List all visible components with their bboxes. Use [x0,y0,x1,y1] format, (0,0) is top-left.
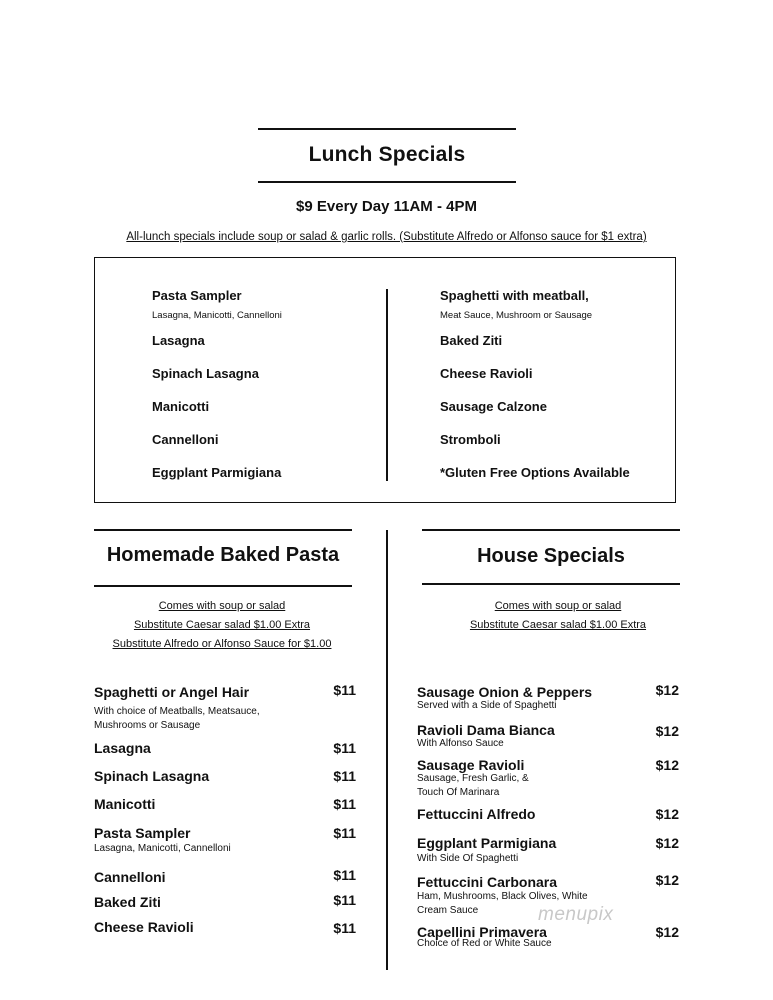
lunch-title-bottom-rule [258,181,516,183]
house-item-price: $12 [655,757,679,773]
house-title-top-rule [422,529,680,531]
house-specials-title: House Specials [477,545,625,567]
house-item-desc: Choice of Red or White Sauce [417,938,552,949]
lunch-item: Spaghetti with meatball, [440,288,589,303]
baked-title-top-rule [94,529,352,531]
baked-item-desc: Mushrooms or Sausage [94,720,201,731]
lunch-price-line: $9 Every Day 11AM - 4PM [296,198,477,215]
baked-item-desc: With choice of Meatballs, Meatsauce, [94,706,260,717]
house-item-name: Capellini Primavera [417,924,547,940]
house-item-desc: With Side Of Spaghetti [417,853,519,864]
baked-note: Substitute Alfredo or Alfonso Sauce for $1.00 [112,638,332,650]
menupix-watermark: menupix [538,904,614,925]
house-item-desc: Served with a Side of Spaghetti [417,700,557,711]
lunch-item: Spinach Lasagna [152,366,259,381]
house-item-name: Fettuccini Carbonara [417,874,558,890]
lunch-item: Manicotti [152,399,210,414]
baked-item-price: $11 [333,892,356,908]
baked-item-name: Pasta Sampler [94,825,191,841]
house-note: Comes with soup or salad [494,600,622,612]
house-item-name: Sausage Ravioli [417,757,525,773]
lunch-item: Eggplant Parmigiana [152,465,282,480]
lunch-item: Lasagna [152,333,205,348]
baked-item-price: $11 [333,682,356,698]
baked-note: Substitute Caesar salad $1.00 Extra [133,619,311,631]
house-note: Substitute Caesar salad $1.00 Extra [469,619,647,631]
house-item-price: $12 [655,682,679,698]
baked-item-name: Baked Ziti [94,894,161,910]
house-title-bottom-rule [422,583,680,585]
baked-item-price: $11 [333,740,356,756]
lunch-note: All-lunch specials include soup or salad & garlic rolls. (Substitute Alfredo or Alfonso sauce for $1 extra) [126,231,647,243]
baked-item-name: Cannelloni [94,869,166,885]
baked-item-price: $11 [333,867,356,883]
columns-divider [386,530,388,970]
lunch-specials-title: Lunch Specials [308,143,466,166]
lunch-item: Baked Ziti [440,333,503,348]
house-item-desc: Cream Sauce [417,905,479,916]
house-item-name: Ravioli Dama Bianca [417,722,555,738]
house-item-price: $12 [655,723,679,739]
lunch-item: Sausage Calzone [440,399,547,414]
house-item-name: Eggplant Parmigiana [417,835,557,851]
baked-pasta-title: Homemade Baked Pasta [106,544,340,566]
lunch-title-top-rule [258,128,516,130]
baked-item-name: Spaghetti or Angel Hair [94,684,250,700]
lunch-box-divider [386,289,388,481]
baked-item-price: $11 [333,796,356,812]
baked-title-bottom-rule [94,585,352,587]
house-item-desc: Touch Of Marinara [417,787,500,798]
lunch-item: Cannelloni [152,432,219,447]
lunch-item: Stromboli [440,432,501,447]
baked-item-name: Manicotti [94,796,156,812]
lunch-item-sub: Lasagna, Manicotti, Cannelloni [152,310,282,321]
house-item-desc: Ham, Mushrooms, Black Olives, White [417,891,588,902]
baked-item-name: Cheese Ravioli [94,919,194,935]
baked-item-price: $11 [333,920,356,936]
lunch-item: Pasta Sampler [152,288,242,303]
baked-item-name: Lasagna [94,740,151,756]
house-item-price: $12 [655,924,679,940]
house-item-price: $12 [655,872,679,888]
house-item-price: $12 [655,806,679,822]
house-item-name: Fettuccini Alfredo [417,806,536,822]
house-item-desc: With Alfonso Sauce [417,738,504,749]
house-item-name: Sausage Onion & Peppers [417,684,593,700]
house-item-desc: Sausage, Fresh Garlic, & [417,773,529,784]
baked-item-price: $11 [333,825,356,841]
baked-item-name: Spinach Lasagna [94,768,210,784]
baked-item-price: $11 [333,768,356,784]
baked-item-desc: Lasagna, Manicotti, Cannelloni [94,843,231,854]
lunch-item: *Gluten Free Options Available [440,465,630,480]
baked-note: Comes with soup or salad [158,600,286,612]
house-item-price: $12 [655,835,679,851]
lunch-item: Cheese Ravioli [440,366,533,381]
lunch-item-sub: Meat Sauce, Mushroom or Sausage [440,310,593,321]
